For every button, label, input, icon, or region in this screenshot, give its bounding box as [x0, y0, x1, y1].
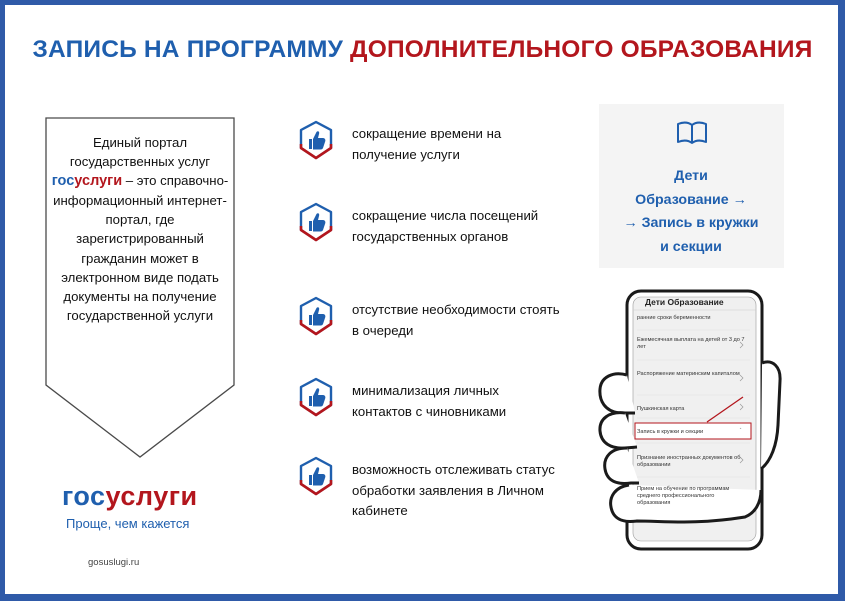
phone-list-item[interactable]: Прием на обучение по программам среднего профессионального образования — [637, 486, 730, 506]
nav-line-4: и секции — [660, 238, 722, 255]
navigation-path — [600, 165, 782, 259]
title-part-2: ДОПОЛНИТЕЛЬНОГО ОБРАЗОВАНИЯ — [350, 36, 813, 63]
slogan: Проще, чем кажется — [66, 516, 190, 531]
nav-line-2: Образование → — [635, 191, 747, 208]
phone-list-item: ранние сроки беременности — [637, 315, 711, 321]
inline-gosuslugi-logo: госуслуги — [51, 173, 123, 190]
phone-list-item-selected[interactable]: Запись в кружки и секции — [637, 429, 745, 436]
benefit-text: отсутствие необходимости стоять в очереди — [352, 302, 560, 338]
benefit-text: минимализация личных контактов с чиновниками — [352, 383, 507, 419]
website-link[interactable]: gosuslugi.ru — [88, 557, 140, 568]
thumbs-up-icon — [296, 377, 336, 422]
phone-list-item[interactable]: Ежемесячная выплата на детей от 3 до 7 лет — [637, 337, 745, 350]
phone-list-item[interactable]: Признание иностранных документов об образовании — [637, 455, 741, 468]
book-icon — [676, 121, 708, 147]
benefit-text: возможность отслеживать статус обработки заявления в Личном кабинете — [352, 462, 555, 518]
title-part-1: ЗАПИСЬ НА ПРОГРАММУ — [32, 36, 344, 63]
thumbs-up-icon — [296, 120, 336, 165]
thumbs-up-icon — [296, 202, 336, 247]
description-after-logo: – это справочно-информационный интернет-портал, где зарегистрированный гражданин может в электронном виде подать документы на получение государственной услуги — [53, 173, 229, 323]
nav-line-3: → Запись в кружки — [623, 215, 759, 232]
phone-screen-header: Дети Образование — [645, 297, 724, 307]
thumbs-up-icon — [296, 456, 336, 501]
phone-in-hand-illustration — [595, 285, 795, 555]
description-before-logo: Единый портал государственных услуг — [69, 135, 211, 170]
description-text — [50, 133, 230, 325]
benefit-text: сокращение числа посещений государственных органов — [352, 208, 539, 244]
thumbs-up-icon — [296, 296, 336, 341]
gosuslugi-logo[interactable]: госуслуги — [62, 481, 198, 511]
page-title — [0, 36, 845, 64]
phone-list-item[interactable]: Распоряжение материнским капиталом — [637, 371, 740, 377]
phone-list-item[interactable]: Пушкинская карта — [637, 406, 685, 412]
nav-line-1: Дети — [674, 168, 708, 184]
benefit-text: сокращение времени на получение услуги — [352, 126, 502, 162]
